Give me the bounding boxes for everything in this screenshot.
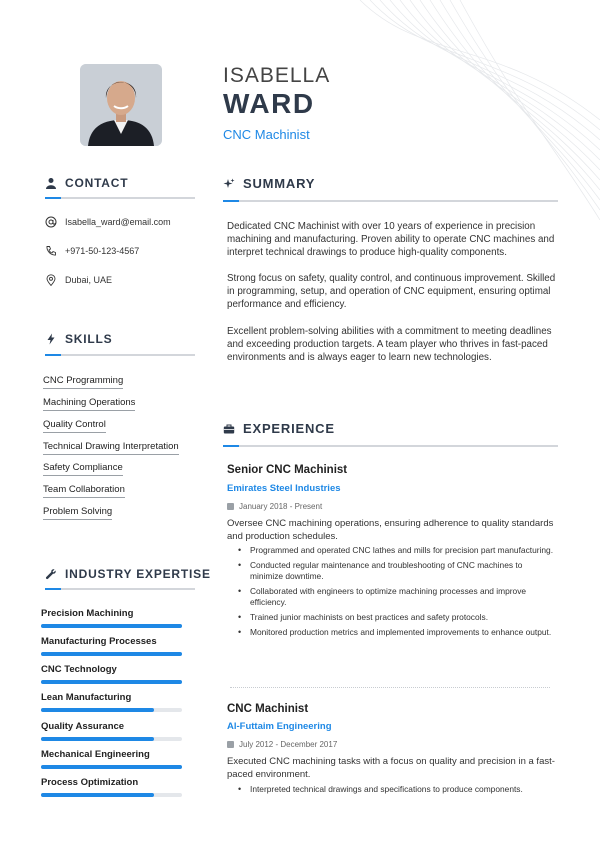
contact-phone — [45, 245, 139, 257]
lightning-icon — [45, 333, 57, 345]
experience-title: EXPERIENCE — [243, 421, 335, 436]
job-bullet: • Trained junior machinists on best practices and safety protocols. — [238, 612, 556, 623]
sparkle-icon — [223, 178, 235, 190]
expertise-item — [41, 608, 182, 628]
expertise-item — [41, 777, 182, 797]
expertise-label: Manufacturing Processes — [41, 636, 157, 647]
contact-location — [45, 274, 112, 286]
expertise-bar — [41, 765, 182, 769]
skills-title: SKILLS — [65, 332, 113, 346]
expertise-bar — [41, 793, 182, 797]
expertise-item — [41, 692, 182, 712]
job-dates-text: July 2012 - December 2017 — [239, 740, 338, 749]
skills-divider — [45, 354, 195, 356]
expertise-bar — [41, 708, 182, 712]
summary-divider — [223, 200, 558, 202]
job-bullet: • Conducted regular maintenance and troubleshooting of CNC machines to minimize downtime. — [238, 560, 556, 582]
expertise-item — [41, 664, 182, 684]
location-text: Dubai, UAE — [65, 275, 113, 285]
expertise-label: Mechanical Engineering — [41, 749, 150, 760]
contact-divider — [45, 197, 195, 199]
job-bullets-1 — [238, 545, 556, 642]
expertise-label: Process Optimization — [41, 777, 139, 788]
phone-icon — [45, 245, 57, 257]
job-dates-2 — [227, 740, 337, 749]
job-dates-text: January 2018 - Present — [239, 502, 323, 511]
job-bullet: • Interpreted technical drawings and specifications to produce components. — [238, 784, 556, 795]
skill-item: Quality Control — [43, 419, 106, 433]
expertise-item — [41, 721, 182, 741]
expertise-heading — [45, 567, 211, 581]
expertise-bar — [41, 737, 182, 741]
expertise-label: Lean Manufacturing — [41, 692, 132, 703]
contact-email — [45, 216, 171, 228]
skill-item: Technical Drawing Interpretation — [43, 441, 179, 455]
skill-item: Safety Compliance — [43, 462, 123, 476]
last-name: WARD — [223, 88, 315, 119]
expertise-divider — [45, 588, 195, 590]
expertise-bar — [41, 624, 182, 628]
expertise-item — [41, 636, 182, 656]
decorative-wave-lines — [300, 0, 600, 220]
expertise-label: Precision Machining — [41, 608, 134, 619]
contact-title: CONTACT — [65, 176, 129, 190]
phone-text: +971-50-123-4567 — [65, 246, 140, 256]
calendar-icon — [227, 741, 234, 748]
job-title-2: CNC Machinist — [227, 703, 309, 715]
experience-heading — [223, 421, 335, 436]
job-bullets-2 — [238, 784, 556, 799]
company-name-1: Emirates Steel Industries — [227, 483, 341, 494]
skill-item: Problem Solving — [43, 506, 112, 520]
job-bullet: • Programmed and operated CNC lathes and mills for precision part manufacturing. — [238, 545, 556, 556]
briefcase-icon — [223, 423, 235, 435]
expertise-label: CNC Technology — [41, 664, 117, 675]
company-name-2: Al-Futtaim Engineering — [227, 721, 332, 732]
wrench-icon — [45, 568, 57, 580]
expertise-bar — [41, 680, 182, 684]
job-bullet: • Collaborated with engineers to optimize machining processes and improve efficiency. — [238, 586, 556, 608]
at-sign-icon — [45, 216, 57, 228]
job-dates-1 — [227, 502, 322, 511]
summary-paragraph: Excellent problem-solving abilities with a commitment to meeting deadlines and exceeding production targets. A team player who thrives in fast-paced environments and is always eager to learn new technologies. — [227, 326, 552, 363]
map-pin-icon — [45, 274, 57, 286]
skill-item: Team Collaboration — [43, 484, 125, 498]
job-separator — [230, 687, 550, 688]
summary-heading — [223, 176, 315, 191]
first-name: ISABELLA — [223, 64, 331, 87]
job-bullet: • Monitored production metrics and implemented improvements to enhance output. — [238, 627, 556, 638]
skill-item: CNC Programming — [43, 375, 123, 389]
job-description-1: Oversee CNC machining operations, ensuring adherence to quality standards and production schedules. — [227, 518, 554, 542]
expertise-item — [41, 749, 182, 769]
contact-heading — [45, 176, 128, 190]
job-title-1: Senior CNC Machinist — [227, 464, 348, 476]
skill-item: Machining Operations — [43, 397, 135, 411]
skills-heading — [45, 332, 112, 346]
experience-divider — [223, 445, 558, 447]
job-title: CNC Machinist — [223, 127, 310, 142]
person-icon — [45, 177, 57, 189]
expertise-title: INDUSTRY EXPERTISE — [65, 567, 211, 581]
job-description-2: Executed CNC machining tasks with a focus on quality and precision in a fast-paced environment. — [227, 756, 555, 780]
summary-paragraph: Dedicated CNC Machinist with over 10 years of experience in precision machining and manufacturing. Proven ability to operate CNC machines and interpret technical drawings to produce high-quality components. — [227, 221, 555, 258]
expertise-bar — [41, 652, 182, 656]
summary-title: SUMMARY — [243, 176, 316, 191]
summary-paragraph: Strong focus on safety, quality control, and continuous improvement. Skilled in programming, setup, and operation of CNC equipment, ensuring optimal performance and efficiency. — [227, 273, 556, 310]
email-text: Isabella_ward@email.com — [65, 217, 171, 227]
expertise-label: Quality Assurance — [41, 721, 125, 732]
profile-photo — [80, 64, 162, 146]
calendar-icon — [227, 503, 234, 510]
